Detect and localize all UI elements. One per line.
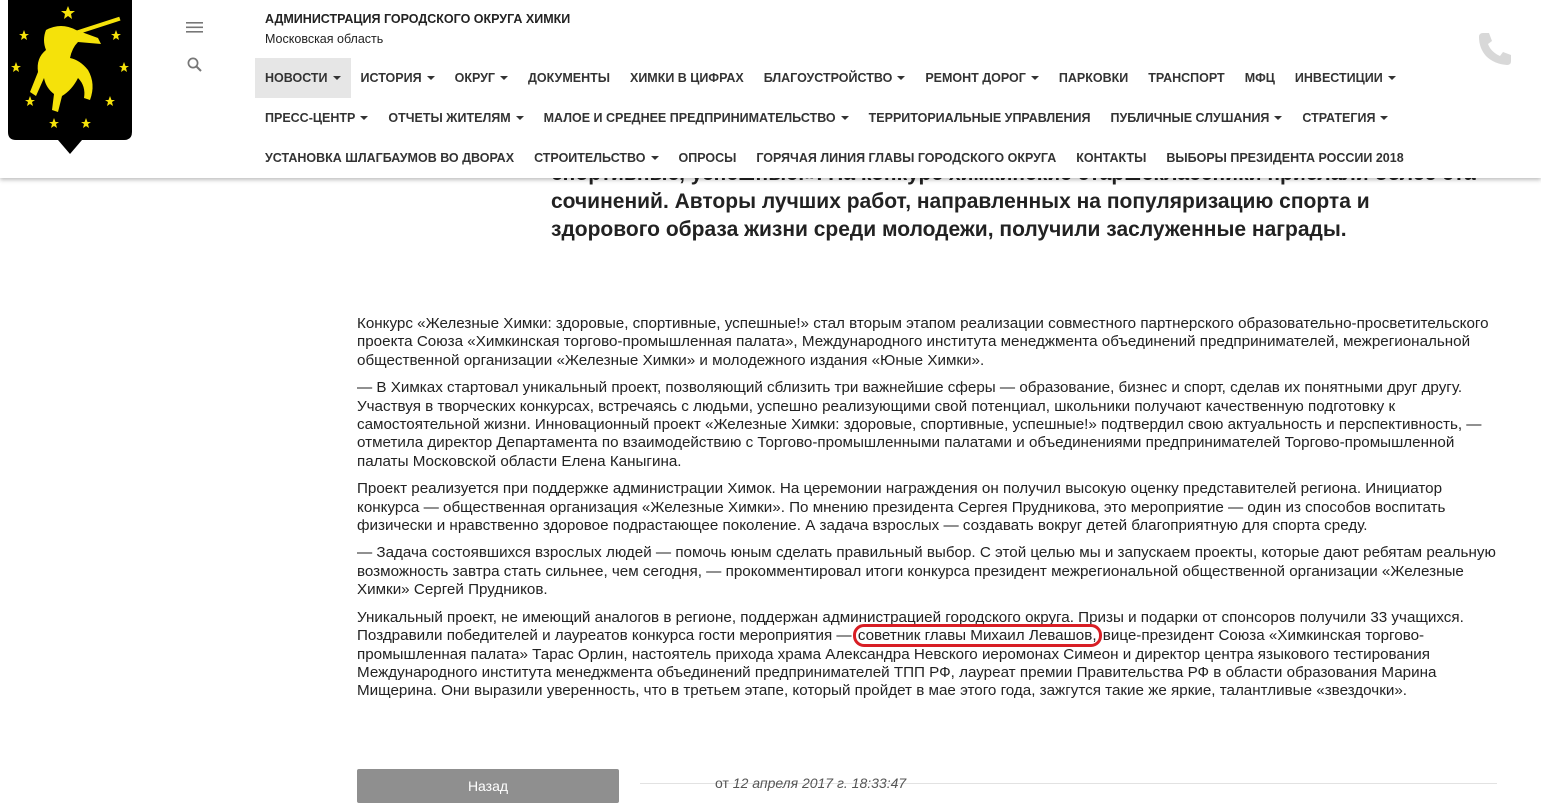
highlighted-name: советник главы Михаил Левашов, xyxy=(857,627,1097,645)
side-icons xyxy=(180,14,210,80)
nav-label: ОТЧЕТЫ ЖИТЕЛЯМ xyxy=(388,111,511,125)
caret-down-icon xyxy=(1274,116,1282,120)
article-paragraph: — В Химках стартовал уникальный проект, позволяющий сблизить три важнейшие сферы — образование, бизнес и спорт, сделав их понятными друг другу. Участвуя в творческих конкурсах, встречаясь с людьми, успешно реализующими свой потенциал, школьники получают качественную подготовку к самостоятельной жизни. Инновационный проект «Железные Химки: здоровые, спортивные, успешные!» подтвердил свою актуальность и перспективность, — отметила директор Департамента по взаимодействию с Торгово-промышленными палатами и объединениями предпринимателей Торгово-промышленной палаты Московской области Елена Каныгина. xyxy=(357,379,1482,470)
nav-label: ПРЕСС-ЦЕНТР xyxy=(265,111,356,125)
nav-item-elections-2018[interactable] xyxy=(1156,138,1413,178)
date-prefix: от xyxy=(715,775,729,791)
nav-label: ОПРОСЫ xyxy=(678,151,737,165)
site-header xyxy=(0,0,1541,178)
site-subtitle: Московская область xyxy=(265,32,384,46)
article-body xyxy=(357,315,1497,710)
publish-date xyxy=(715,775,906,791)
nav-label: ДОКУМЕНТЫ xyxy=(527,71,610,85)
nav-item-road-repair[interactable] xyxy=(915,58,1049,98)
back-button[interactable]: Назад xyxy=(357,769,619,803)
date-value: 12 апреля 2017 г. 18:33:47 xyxy=(732,775,907,791)
nav-item-polls[interactable] xyxy=(669,138,747,178)
paragraph-text: Уникальный проект, не имеющий аналогов в регионе, поддержан администрацией городского округа. Призы и подарки от спонсоров получили 33 учащихся. Поздравили победителей и лауреатов конкурса гости мероприятия — xyxy=(357,608,1464,645)
nav-label: ИНВЕСТИЦИИ xyxy=(1294,71,1383,85)
logo[interactable] xyxy=(6,0,134,156)
search-icon[interactable] xyxy=(180,50,210,80)
paragraph-text: вице-президент Союза «Химкинская торгово-промышленная палата» Тарас Орлин, настоятель прихода храма Александра Невского иеромонах Симеон и директор центра языкового тестирования Международного института менеджмента объединений предпринимателей ТПП РФ, лауреат премии Правительства РФ в области образования Марина Мищерина. Они выразили уверенность, что в третьем этапе, который пройдет в мае этого года, зажгутся такие же яркие, талантливые «звездочки». xyxy=(357,627,1437,700)
phone-icon[interactable] xyxy=(1474,28,1516,70)
article-paragraph: — Задача состоявшихся взрослых людей — помочь юным сделать правильный выбор. С этой целью мы и запускаем проекты, которые дают ребятам реальную возможность завтра стать сильнее, чем сегодня, — прокомментировал итоги конкурса президент межрегиональной общественной организации «Железные Химки» Сергей Прудников. xyxy=(357,544,1496,599)
main-navigation xyxy=(255,58,1455,178)
nav-label: ПУБЛИЧНЫЕ СЛУШАНИЯ xyxy=(1110,111,1270,125)
nav-label: ИСТОРИЯ xyxy=(360,71,422,85)
nav-row-1 xyxy=(255,58,1455,98)
article-paragraph: Конкурс «Железные Химки: здоровые, спортивные, успешные!» стал вторым этапом реализации совместного партнерского образовательно-просветительского проекта Союза «Химкинская торгово-промышленная палата», Международного института менеджмента объединений предпринимателей, межрегиональной общественной организации «Железные Химки» и молодежного издания «Юные Химки». xyxy=(357,315,1489,369)
site-title[interactable]: АДМИНИСТРАЦИЯ ГОРОДСКОГО ОКРУГА ХИМКИ xyxy=(265,12,571,26)
nav-row-2 xyxy=(255,98,1455,138)
nav-item-strategy[interactable] xyxy=(1292,98,1398,138)
nav-row-3 xyxy=(255,138,1455,178)
nav-item-investments[interactable] xyxy=(1285,58,1406,98)
caret-down-icon xyxy=(500,76,508,80)
hamburger-menu-icon[interactable] xyxy=(180,14,210,44)
nav-label: БЛАГОУСТРОЙСТВО xyxy=(763,71,893,85)
article-lead: сочинений. Авторы лучших работ, направленных на популяризацию спорта и здорового образа жизни среди молодежи, получили заслуженные награды. xyxy=(551,190,1370,241)
nav-item-hotline[interactable] xyxy=(746,138,1066,178)
nav-label: СТРАТЕГИЯ xyxy=(1302,111,1376,125)
caret-down-icon xyxy=(651,156,659,160)
caret-down-icon xyxy=(516,116,524,120)
nav-item-construction[interactable] xyxy=(524,138,668,178)
nav-item-documents[interactable] xyxy=(518,58,620,98)
article-paragraph: Проект реализуется при поддержке администрации Химок. На церемонии награждения он получил высокую оценку представителей региона. Инициатор конкурса — общественная организация «Железные Химки». По мнению президента Сергея Прудникова, это мероприятие — один из способов воспитать физически и нравственно здоровое подрастающее поколение. А задача взрослых — создавать вокруг детей благоприятную для спорта среду. xyxy=(357,480,1446,535)
caret-down-icon xyxy=(841,116,849,120)
nav-item-history[interactable] xyxy=(351,58,445,98)
article-paragraph xyxy=(357,609,1497,701)
nav-item-khimki-in-numbers[interactable] xyxy=(620,58,754,98)
nav-item-parking[interactable] xyxy=(1049,58,1138,98)
nav-label: СТРОИТЕЛЬСТВО xyxy=(534,151,646,165)
nav-label: ПАРКОВКИ xyxy=(1058,71,1129,85)
caret-down-icon xyxy=(1380,116,1388,120)
nav-label: ХИМКИ В ЦИФРАХ xyxy=(629,71,744,85)
nav-label: МФЦ xyxy=(1244,71,1275,85)
nav-label: МАЛОЕ И СРЕДНЕЕ ПРЕДПРИНИМАТЕЛЬСТВО xyxy=(543,111,836,125)
caret-down-icon xyxy=(1031,76,1039,80)
nav-item-public-hearings[interactable] xyxy=(1101,98,1293,138)
nav-item-territorial-departments[interactable] xyxy=(859,98,1101,138)
nav-item-mfc[interactable] xyxy=(1235,58,1285,98)
nav-item-transport[interactable] xyxy=(1138,58,1234,98)
nav-item-press-center[interactable] xyxy=(255,98,378,138)
nav-label: РЕМОНТ ДОРОГ xyxy=(925,71,1026,85)
caret-down-icon xyxy=(1388,76,1396,80)
nav-label: ТРАНСПОРТ xyxy=(1148,71,1225,85)
nav-label: УСТАНОВКА ШЛАГБАУМОВ ВО ДВОРАХ xyxy=(265,151,515,165)
nav-item-district[interactable] xyxy=(445,58,518,98)
nav-label: КОНТАКТЫ xyxy=(1076,151,1147,165)
nav-item-reports[interactable] xyxy=(378,98,533,138)
nav-item-small-business[interactable] xyxy=(534,98,859,138)
nav-label: ВЫБОРЫ ПРЕЗИДЕНТА РОССИИ 2018 xyxy=(1166,151,1404,165)
nav-item-contacts[interactable] xyxy=(1066,138,1156,178)
caret-down-icon xyxy=(360,116,368,120)
nav-label: ОКРУГ xyxy=(454,71,495,85)
nav-label: НОВОСТИ xyxy=(265,71,328,85)
caret-down-icon xyxy=(333,76,341,80)
nav-label: ТЕРРИТОРИАЛЬНЫЕ УПРАВЛЕНИЯ xyxy=(868,111,1091,125)
caret-down-icon xyxy=(897,76,905,80)
nav-item-barriers[interactable] xyxy=(255,138,524,178)
nav-item-news[interactable] xyxy=(255,58,351,98)
nav-item-improvement[interactable] xyxy=(754,58,916,98)
caret-down-icon xyxy=(427,76,435,80)
nav-label: ГОРЯЧАЯ ЛИНИЯ ГЛАВЫ ГОРОДСКОГО ОКРУГА xyxy=(756,151,1057,165)
